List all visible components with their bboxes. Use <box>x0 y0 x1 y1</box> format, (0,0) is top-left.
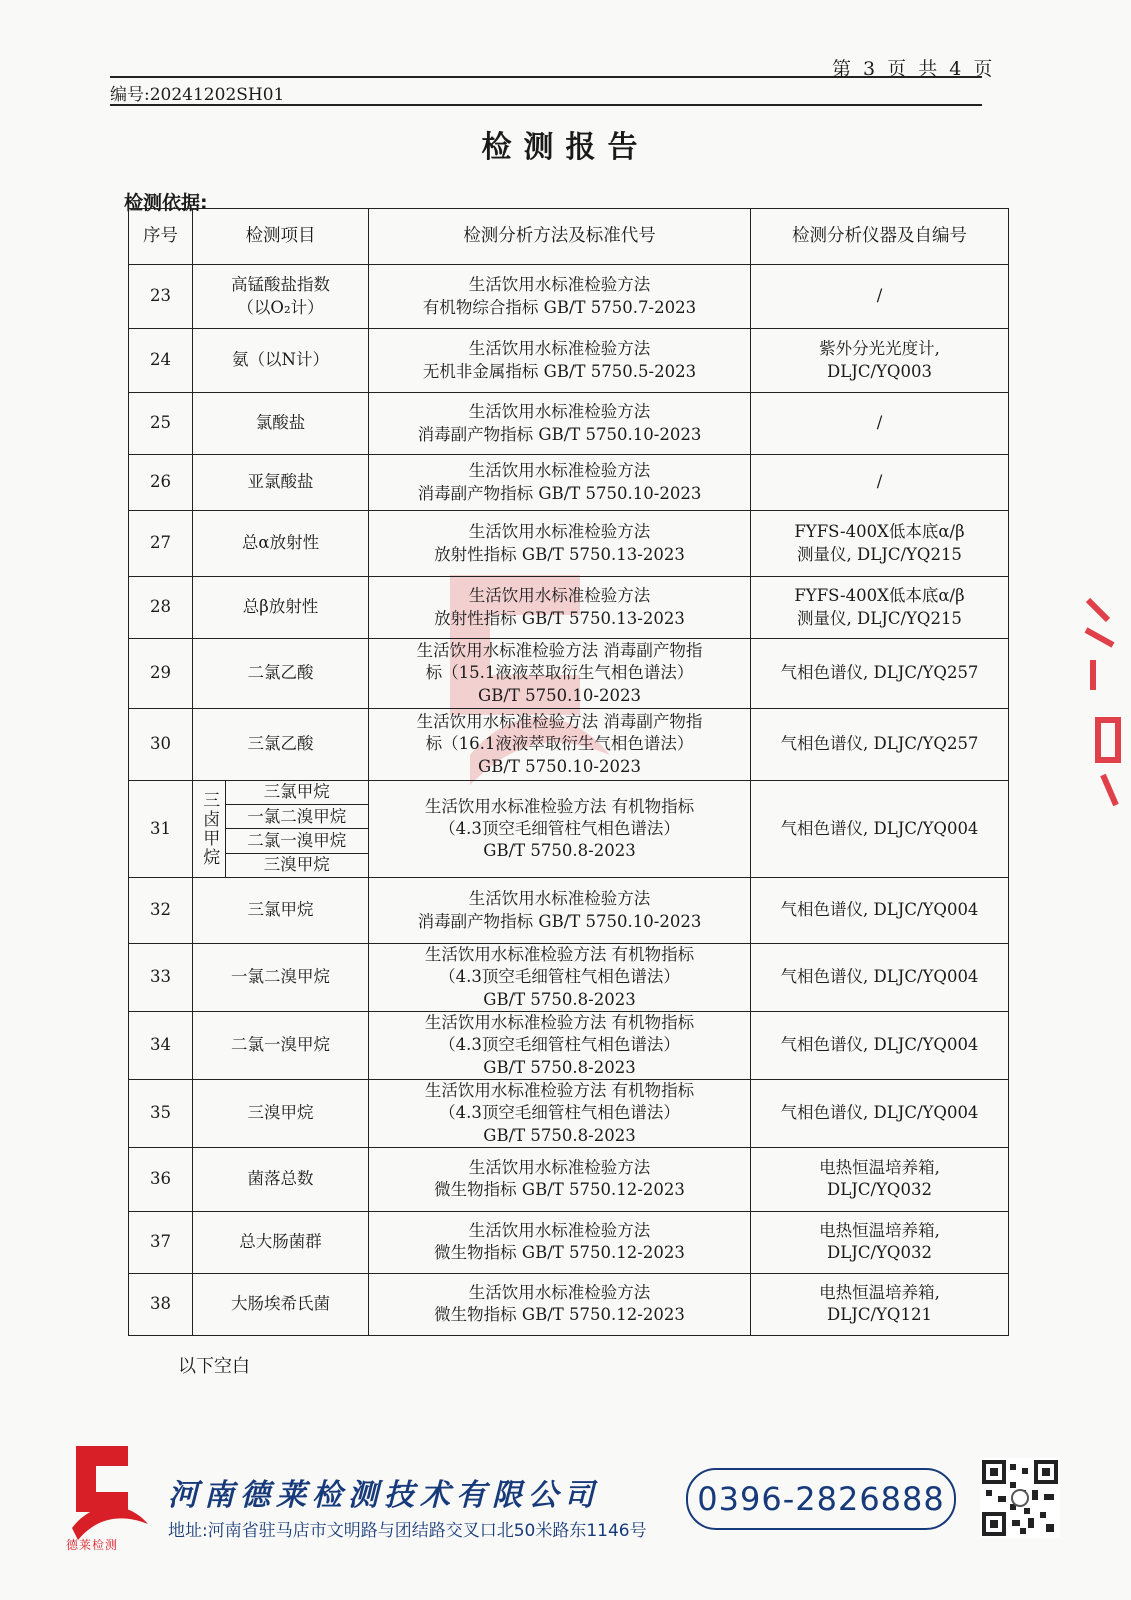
instrument-line: 电热恒温培养箱, <box>819 1283 940 1303</box>
row-number: 38 <box>129 1273 193 1335</box>
table-row <box>129 393 1009 455</box>
table-header-row <box>129 209 1009 265</box>
item-name: 一氯二溴甲烷 <box>231 967 330 987</box>
row-number: 28 <box>129 577 193 639</box>
method-cell <box>369 639 751 709</box>
item-name: 菌落总数 <box>247 1169 314 1189</box>
method-line: 生活饮用水标准检验方法 消毒副产物指 <box>416 712 703 732</box>
instrument-cell <box>751 393 1009 455</box>
item-cell <box>193 1273 369 1335</box>
instrument-cell <box>751 944 1009 1012</box>
table-body-bottom <box>129 878 1009 1336</box>
row-number: 30 <box>129 709 193 781</box>
instrument-line: 气相色谱仪, DLJC/YQ257 <box>780 734 979 754</box>
instrument-line: FYFS-400X低本底α/β <box>794 586 965 606</box>
method-cell <box>369 709 751 781</box>
basis-label: 检测依据: <box>124 192 208 214</box>
instrument-cell <box>751 639 1009 709</box>
item-cell <box>193 878 369 944</box>
item-name: 氨（以N计） <box>232 350 329 370</box>
table-row <box>129 511 1009 577</box>
method-line: 生活饮用水标准检验方法 <box>468 1221 651 1241</box>
report-title: 检测报告 <box>481 130 650 165</box>
row-number: 34 <box>129 1012 193 1080</box>
instrument-line: 电热恒温培养箱, <box>819 1221 940 1241</box>
qr-code-icon <box>980 1458 1060 1538</box>
method-line: 生活饮用水标准检验方法 有机物指标 <box>424 945 695 965</box>
item-name: 亚氯酸盐 <box>247 472 314 492</box>
phone-number: 0396-2826888 <box>697 1480 945 1518</box>
header-rule-bottom <box>110 104 982 106</box>
method-line: 消毒副产物指标 GB/T 5750.10-2023 <box>417 911 702 931</box>
method-line: 放射性指标 GB/T 5750.13-2023 <box>434 608 685 628</box>
method-line: 消毒副产物指标 GB/T 5750.10-2023 <box>417 483 702 503</box>
instrument-line: / <box>876 286 883 306</box>
instrument-line: DLJC/YQ032 <box>827 1180 932 1200</box>
method-cell <box>369 1273 751 1335</box>
table-row <box>129 1080 1009 1148</box>
table-row <box>129 944 1009 1012</box>
method-line: GB/T 5750.10-2023 <box>478 756 641 776</box>
method-line: 生活饮用水标准检验方法 有机物指标 <box>424 1081 695 1100</box>
method-line: 生活饮用水标准检验方法 <box>468 1158 651 1178</box>
method-line: 生活饮用水标准检验方法 <box>468 339 651 359</box>
row-number: 33 <box>129 944 193 1012</box>
instrument-cell <box>751 709 1009 781</box>
table-row <box>129 1211 1009 1273</box>
instrument-line: 气相色谱仪, DLJC/YQ004 <box>780 1103 979 1123</box>
row-number: 29 <box>129 639 193 709</box>
instrument-cell <box>751 878 1009 944</box>
row-number: 32 <box>129 878 193 944</box>
item-name: 三氯甲烷 <box>247 900 314 920</box>
item-cell <box>193 1147 369 1211</box>
row-number: 25 <box>129 393 193 455</box>
page-indicator: 第 3 页 共 4 页 <box>832 58 996 80</box>
method-line: 生活饮用水标准检验方法 消毒副产物指 <box>416 641 703 661</box>
header-rule-top <box>110 76 982 78</box>
instrument-line: DLJC/YQ003 <box>827 361 932 381</box>
item-name: 高锰酸盐指数 <box>231 275 330 295</box>
method-cell <box>369 329 751 393</box>
method-line: GB/T 5750.8-2023 <box>483 1125 636 1145</box>
item-cell <box>193 265 369 329</box>
method-line: GB/T 5750.10-2023 <box>478 685 641 705</box>
instrument-cell <box>751 1273 1009 1335</box>
instrument-line: 测量仪, DLJC/YQ215 <box>797 544 962 564</box>
test-basis-table <box>128 208 1009 1336</box>
item-name: 三氯乙酸 <box>247 734 314 754</box>
table-row <box>129 639 1009 709</box>
item-name: 二氯一溴甲烷 <box>231 1035 330 1055</box>
item-name: 总α放射性 <box>241 533 320 553</box>
row-number: 31 <box>129 781 193 878</box>
instrument-line: 气相色谱仪, DLJC/YQ004 <box>780 900 979 920</box>
instrument-cell <box>751 265 1009 329</box>
method-line: 生活饮用水标准检验方法 <box>468 275 651 295</box>
instrument-cell <box>751 329 1009 393</box>
instrument-cell <box>751 511 1009 577</box>
table-body-top <box>129 265 1009 781</box>
table-row <box>129 878 1009 944</box>
method-line: 生活饮用水标准检验方法 <box>468 586 651 606</box>
col-header-item: 检测项目 <box>193 209 369 265</box>
method-cell <box>369 1012 751 1080</box>
item-cell <box>193 329 369 393</box>
method-cell <box>369 878 751 944</box>
instrument-line: DLJC/YQ121 <box>827 1305 932 1325</box>
item-cell <box>193 944 369 1012</box>
logo-text: 德莱检测 <box>66 1538 119 1552</box>
blank-below-note: 以下空白 <box>178 1356 250 1377</box>
instrument-line: 气相色谱仪, DLJC/YQ257 <box>780 663 979 683</box>
instrument-line: DLJC/YQ032 <box>827 1243 932 1263</box>
table-row <box>129 329 1009 393</box>
method-line: 无机非金属指标 GB/T 5750.5-2023 <box>422 361 697 381</box>
item-name: 氯酸盐 <box>255 413 306 433</box>
method-cell <box>369 1211 751 1273</box>
sub-item: 一氯二溴甲烷 <box>225 805 368 829</box>
method-line: 生活饮用水标准检验方法 有机物指标 <box>424 1013 695 1033</box>
method-line: 消毒副产物指标 GB/T 5750.10-2023 <box>417 424 702 444</box>
method-line: 标（15.1液液萃取衍生气相色谱法） <box>425 663 694 683</box>
phone-badge <box>686 1468 956 1530</box>
row-number: 24 <box>129 329 193 393</box>
method-cell <box>369 1080 751 1148</box>
method-line: GB/T 5750.8-2023 <box>483 989 636 1009</box>
item-unit: （以O₂计） <box>237 297 324 317</box>
instrument-line: 紫外分光光度计, <box>819 339 940 359</box>
method-line: 生活饮用水标准检验方法 <box>468 402 651 422</box>
method-line: 生活饮用水标准检验方法 <box>468 889 651 909</box>
company-address: 地址:河南省驻马店市文明路与团结路交叉口北50米路东1146号 <box>168 1521 647 1541</box>
item-cell <box>193 455 369 511</box>
table-row <box>129 1273 1009 1335</box>
group-label: 三卤甲烷 <box>193 781 225 877</box>
method-line: 放射性指标 GB/T 5750.13-2023 <box>434 544 685 564</box>
row-number: 27 <box>129 511 193 577</box>
sub-item: 三氯甲烷 <box>225 781 368 805</box>
method-cell <box>369 455 751 511</box>
table-row-31 <box>129 781 1009 878</box>
item-cell <box>193 639 369 709</box>
row-number: 35 <box>129 1080 193 1148</box>
row-number: 23 <box>129 265 193 329</box>
instrument-cell <box>751 1012 1009 1080</box>
method-line: 生活饮用水标准检验方法 有机物指标 <box>424 796 695 816</box>
method-line: 有机物综合指标 GB/T 5750.7-2023 <box>422 297 697 317</box>
method-line: 标（16.1液液萃取衍生气相色谱法） <box>425 734 694 754</box>
method-line: 微生物指标 GB/T 5750.12-2023 <box>434 1305 685 1325</box>
table-row <box>129 265 1009 329</box>
instrument-line: 气相色谱仪, DLJC/YQ004 <box>780 1035 979 1055</box>
instrument-cell <box>751 1080 1009 1148</box>
item-cell <box>193 709 369 781</box>
item-cell <box>193 781 369 878</box>
report-number: 编号:20241202SH01 <box>110 85 285 105</box>
item-cell <box>193 1211 369 1273</box>
method-cell <box>369 781 751 878</box>
instrument-cell <box>751 1211 1009 1273</box>
page-footer <box>0 1428 1131 1578</box>
item-cell <box>193 511 369 577</box>
instrument-line: / <box>876 472 883 492</box>
item-name: 总β放射性 <box>242 597 319 617</box>
company-name: 河南德莱检测技术有限公司 <box>168 1478 600 1513</box>
company-logo-icon <box>68 1440 150 1550</box>
table-row <box>129 1012 1009 1080</box>
item-cell <box>193 1080 369 1148</box>
table-row <box>129 577 1009 639</box>
instrument-cell <box>751 455 1009 511</box>
method-line: 生活饮用水标准检验方法 <box>468 522 651 542</box>
instrument-line: 电热恒温培养箱, <box>819 1158 940 1178</box>
item-name: 总大肠菌群 <box>239 1232 322 1252</box>
table-row <box>129 455 1009 511</box>
method-cell <box>369 577 751 639</box>
table-row <box>129 1147 1009 1211</box>
method-cell <box>369 944 751 1012</box>
method-cell <box>369 511 751 577</box>
col-header-instrument: 检测分析仪器及自编号 <box>751 209 1009 265</box>
item-name: 三溴甲烷 <box>247 1103 314 1123</box>
item-cell <box>193 577 369 639</box>
trihalomethane-subtable <box>193 781 368 877</box>
item-cell <box>193 1012 369 1080</box>
instrument-cell <box>751 1147 1009 1211</box>
method-cell <box>369 265 751 329</box>
row-number: 36 <box>129 1147 193 1211</box>
method-line: 生活饮用水标准检验方法 <box>468 1283 651 1303</box>
instrument-line: FYFS-400X低本底α/β <box>794 522 965 542</box>
item-name: 二氯乙酸 <box>247 663 314 683</box>
instrument-cell <box>751 577 1009 639</box>
method-line: （4.3顶空毛细管柱气相色谱法） <box>439 818 680 838</box>
method-cell <box>369 1147 751 1211</box>
col-header-method: 检测分析方法及标准代号 <box>369 209 751 265</box>
method-line: （4.3顶空毛细管柱气相色谱法） <box>439 1035 680 1055</box>
method-line: （4.3顶空毛细管柱气相色谱法） <box>439 967 680 987</box>
instrument-line: 气相色谱仪, DLJC/YQ004 <box>780 967 979 987</box>
sub-item: 三溴甲烷 <box>225 853 368 877</box>
method-line: GB/T 5750.8-2023 <box>483 1057 636 1077</box>
seal-fragment <box>1068 590 1128 820</box>
method-line: （4.3顶空毛细管柱气相色谱法） <box>439 1103 680 1123</box>
instrument-line: 测量仪, DLJC/YQ215 <box>797 608 962 628</box>
method-cell <box>369 393 751 455</box>
method-line: 生活饮用水标准检验方法 <box>468 461 651 481</box>
item-name: 大肠埃希氏菌 <box>231 1294 330 1314</box>
method-line: 微生物指标 GB/T 5750.12-2023 <box>434 1180 685 1200</box>
sub-item: 二氯一溴甲烷 <box>225 829 368 853</box>
table-row <box>129 709 1009 781</box>
item-cell <box>193 393 369 455</box>
method-line: 微生物指标 GB/T 5750.12-2023 <box>434 1243 685 1263</box>
method-line: GB/T 5750.8-2023 <box>483 841 636 861</box>
instrument-cell <box>751 781 1009 878</box>
col-header-no: 序号 <box>129 209 193 265</box>
row-number: 37 <box>129 1211 193 1273</box>
instrument-line: 气相色谱仪, DLJC/YQ004 <box>780 818 979 838</box>
instrument-line: / <box>876 413 883 433</box>
row-number: 26 <box>129 455 193 511</box>
